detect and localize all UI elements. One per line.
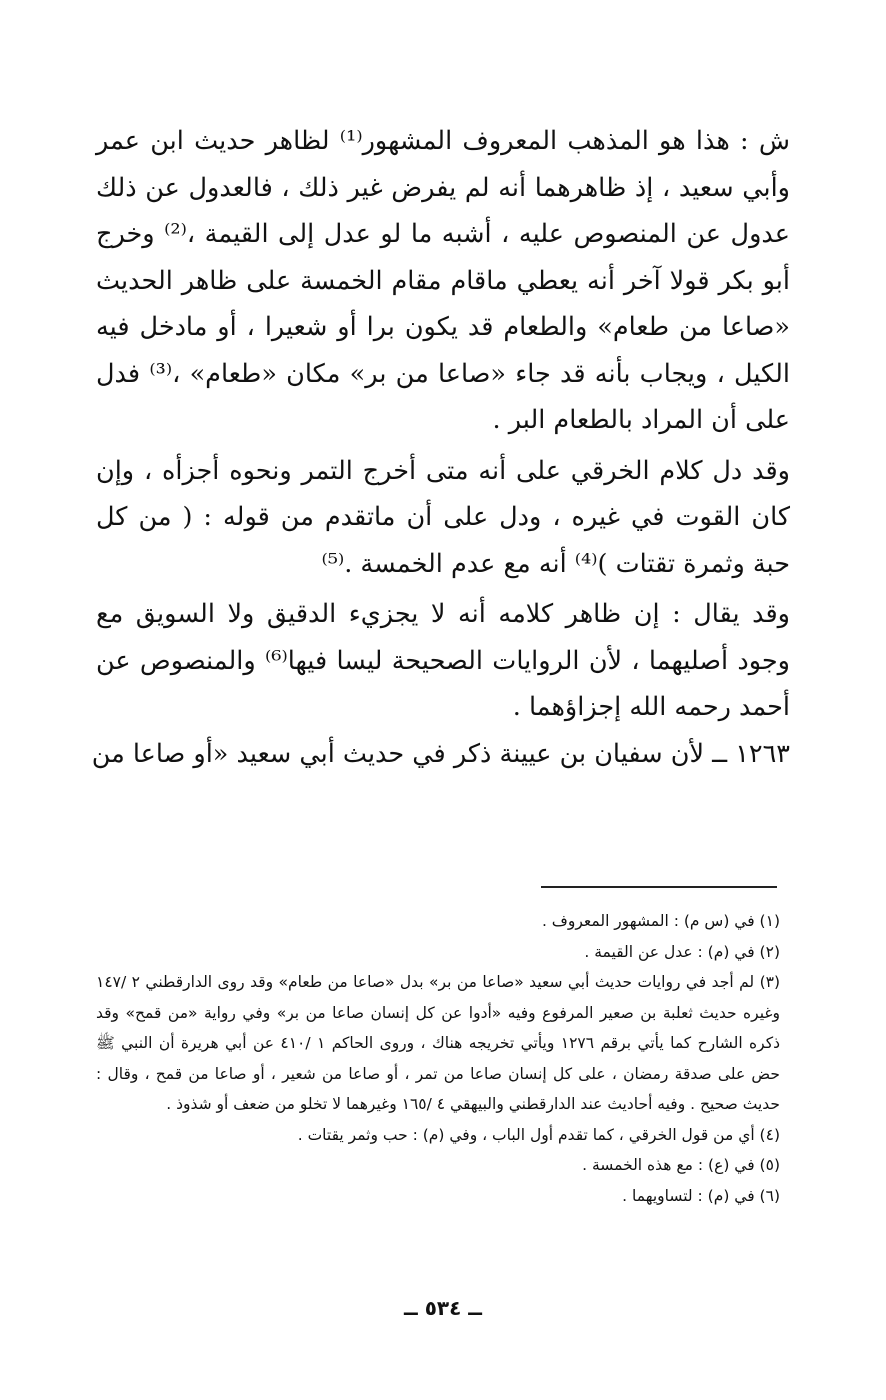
footnotes xyxy=(96,906,780,1211)
paragraph-kharqi: وقد دل كلام الخرقي على أنه متى أخرج التمر ونحوه أجزأه ، وإن كان القوت في غيره ، ودل على أن ماتقدم من قوله : ( من كل حبة وثمرة تقتات )⁽⁴⁾ أنه مع عدم الخمسة .⁽⁵⁾ xyxy=(96,455,790,579)
paragraph-flour: وقد يقال : إن ظاهر كلامه أنه لا يجزيء الدقيق ولا السويق مع وجود أصليهما ، لأن الروايات الصحيحة ليسا فيها⁽⁶⁾ والمنصوص عن أحمد رحمه الله إجزاؤهما . xyxy=(96,599,790,722)
hadith-1263-line: ١٢٦٣ ــ لأن سفيان بن عيينة ذكر في حديث أبي سعيد «أو صاعا من xyxy=(91,738,790,769)
paragraph-commentary: ش : هذا هو المذهب المعروف المشهور⁽¹⁾ لظاهر حديث ابن عمر وأبي سعيد ، إذ ظاهرهما أنه لم يفرض غير ذلك ، فالعدول عن ذلك عدول عن المنصوص عليه ، أشبه ما لو عدل إلى القيمة ،⁽²⁾ وخرج أبو بكر قولا آخر أنه يعطي ماقام مقام الخمسة على ظاهر الحديث «صاعا من طعام» والطعام قد يكون برا أو شعيرا ، أو مادخل فيه الكيل ، ويجاب بأنه قد جاء «صاعا من بر» مكان «طعام» ،⁽³⁾ فدل على أن المراد بالطعام البر . xyxy=(96,126,790,435)
footnote-5: (٥) في (ع) : مع هذه الخمسة . xyxy=(582,1156,780,1174)
footnote-1: (١) في (س م) : المشهور المعروف . xyxy=(541,912,780,930)
footnote-3: (٣) لم أجد في روايات حديث أبي سعيد «صاعا من بر» بدل «صاعا من طعام» وقد روى الدارقطني ٢ /١٤٧ وغيره حديث ثعلبة بن صعير المرفوع وفيه «أدوا عن كل إنسان صاعا من بر» وفي رواية «من قمح» وقد ذكره الشارح كما يأتي برقم ١٢٧٦ ويأتي تخريجه هناك ، وروى الحاكم ١ /٤١٠ عن أبي هريرة أن النبي ﷺ حض على صدقة رمضان ، على كل إنسان صاعا من تمر ، أو صاعا من شعير ، أو صاعا من قمح ، وقال : حديث صحيح . وفيه أحاديث عند الدارقطني والبيهقي ٤ /١٦٥ وغيرهما لا تخلو من ضعف أو شذوذ . xyxy=(96,973,781,1113)
footnote-2: (٢) في (م) : عدل عن القيمة . xyxy=(584,942,780,961)
footnote-4: (٤) أي من قول الخرقي ، كما تقدم أول الباب ، وفي (م) : حب وثمر يقتات . xyxy=(297,1125,780,1144)
footnote-separator xyxy=(541,886,777,888)
footnote-6: (٦) في (م) : لتساويهما . xyxy=(622,1186,780,1205)
page-number: ــ ٥٣٤ ــ xyxy=(404,1296,482,1320)
main-text xyxy=(91,118,790,777)
